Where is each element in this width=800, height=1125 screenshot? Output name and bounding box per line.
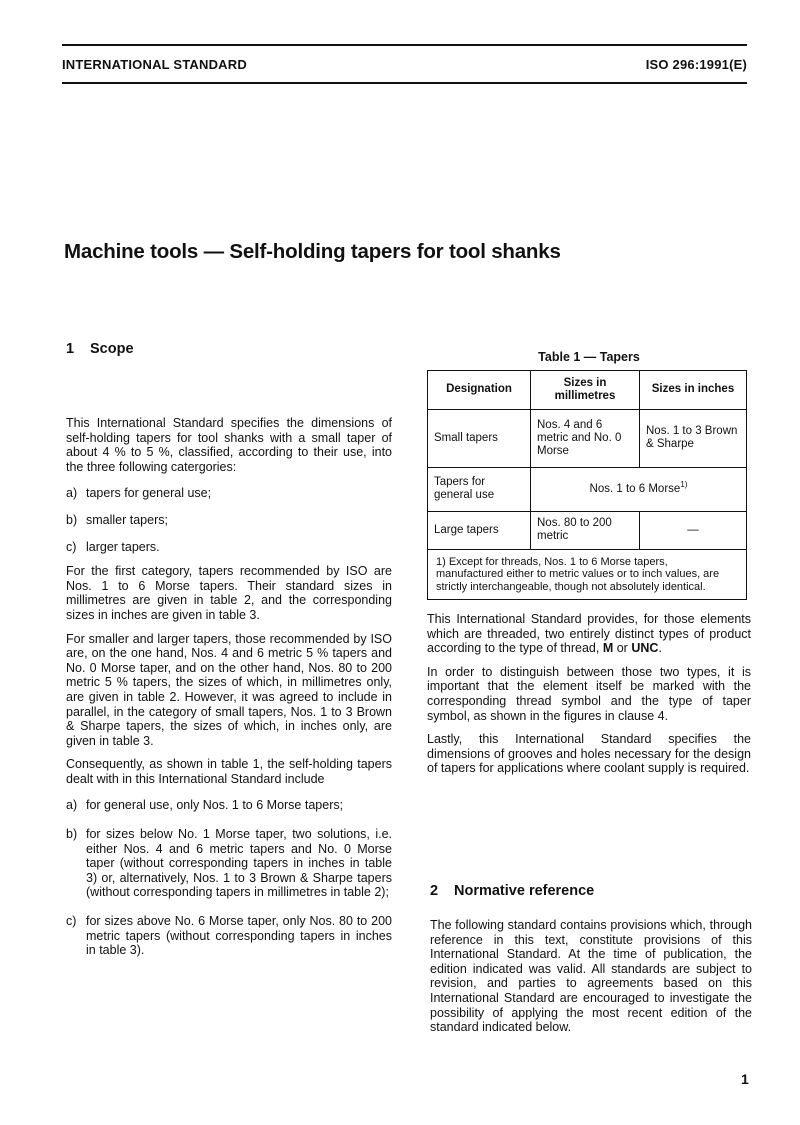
scope-paragraph-4: Consequently, as shown in table 1, the self-holding tapers dealt with in this International Standard include xyxy=(66,757,392,786)
coolant-paragraph: Lastly, this International Standard specifies the dimensions of grooves and holes necessary for the design of tapers for applications where coolant supply is required. xyxy=(427,732,751,776)
table-cell: — xyxy=(640,511,747,549)
list-item: a) for general use, only Nos. 1 to 6 Morse tapers; xyxy=(66,798,344,813)
list-item: b) smaller tapers; xyxy=(66,512,168,527)
table-header: Sizes in millimetres xyxy=(531,370,640,409)
header-bottom-rule xyxy=(62,82,747,84)
normative-reference-paragraph: The following standard contains provisions which, through reference in this text, constitute provisions of this International Standard. At the time of publication, the edition indicated was valid. All standards are subject to revision, and parties to agreements based on this International Standard are encouraged to investigate the possibility of applying the most recent edition of the standard indicated below. xyxy=(430,918,752,1035)
threads-paragraph: This International Standard provides, for those elements which are threaded, two entirely distinct types of product according to the type of thread, M or UNC. xyxy=(427,612,751,656)
section-2-title: Normative reference xyxy=(454,883,595,899)
section-2-number: 2 xyxy=(430,883,439,899)
scope-paragraph-1: This International Standard specifies the dimensions of self-holding tapers for tool shanks with a small taper of about 4 % to 5 %, classified, according to their use, into the three following catergories: xyxy=(66,416,392,474)
right-body xyxy=(427,612,751,776)
table-cell: Large tapers xyxy=(428,511,531,549)
footnote-marker: 1) xyxy=(680,479,688,489)
header-top-rule xyxy=(62,44,747,46)
section-1-heading xyxy=(66,342,134,357)
list-item: b) for sizes below No. 1 Morse taper, two solutions, i.e. either Nos. 4 and 6 metric tapers and No. 0 Morse taper (without corresponding tapers in inches in table 3) or, alternatively, Nos. 1 to 3 Brown & Sharpe tapers (without corresponding tapers in millimetres in table 2); xyxy=(66,827,392,900)
tapers-table xyxy=(427,370,747,601)
section-2-heading xyxy=(430,884,594,899)
list-item: c) larger tapers. xyxy=(66,539,160,554)
scope-body xyxy=(66,416,392,967)
table-footnote-row xyxy=(428,549,747,600)
table-row xyxy=(428,511,747,549)
table-1-caption: Table 1 — Tapers xyxy=(538,350,640,364)
table-cell: Small tapers xyxy=(428,409,531,467)
list-item: c) for sizes above No. 6 Morse taper, only Nos. 80 to 200 metric tapers (without corresponding tapers in inches in table 3). xyxy=(66,914,392,958)
table-cell: Nos. 1 to 6 Morse$^{1)}$ xyxy=(531,467,747,511)
table-header: Designation xyxy=(428,370,531,409)
document-type-label: INTERNATIONAL STANDARD xyxy=(62,57,247,72)
list-item: a) tapers for general use; xyxy=(66,486,212,501)
right-column xyxy=(427,350,752,1035)
thread-symbol-unc: UNC xyxy=(631,641,659,656)
scope-paragraph-2: For the first category, tapers recommended by ISO are Nos. 1 to 6 Morse tapers. Their standard sizes in millimetres are given in table 2, and the corresponding sizes in inches are given in table 3. xyxy=(66,564,392,622)
running-header xyxy=(62,57,747,75)
section-1-number: 1 xyxy=(66,341,75,357)
marking-paragraph: In order to distinguish between those two types, it is important that the element itself be marked with the corresponding thread symbol and the type of taper symbol, as shown in the figures in clause 4. xyxy=(427,664,751,723)
document-number: ISO 296:1991(E) xyxy=(645,57,747,72)
table-cell: Nos. 80 to 200 metric xyxy=(531,511,640,549)
section-1-title: Scope xyxy=(90,341,134,357)
table-row xyxy=(428,409,747,467)
table-cell: Nos. 1 to 3 Brown & Sharpe xyxy=(640,409,747,467)
table-row xyxy=(428,467,747,511)
table-cell: Tapers for general use xyxy=(428,467,531,511)
thread-symbol-m: M xyxy=(602,641,614,656)
scope-paragraph-3: For smaller and larger tapers, those recommended by ISO are, on the one hand, Nos. 4 and 6 metric 5 % tapers and No. 0 Morse taper, and on the other hand, Nos. 80 to 200 metric 5 % tapers, the sizes of which, in millimetres only, are given in table 2. However, it was agreed to include in parallel, in the category of small tapers, Nos. 1 to 3 Brown & Sharpe tapers, the sizes of which, in inches only, are given in table 3. xyxy=(66,631,392,748)
table-cell: Nos. 4 and 6 metric and No. 0 Morse xyxy=(531,409,640,467)
page-number: 1 xyxy=(741,1071,749,1087)
table-header: Sizes in inches xyxy=(640,370,747,409)
table-footnote: 1) Except for threads, Nos. 1 to 6 Morse tapers, manufactured either to metric values or to inch values, are strictly interchangeable, though not absolutely identical. xyxy=(428,549,747,600)
page-title: Machine tools — Self-holding tapers for tool shanks xyxy=(64,240,561,263)
